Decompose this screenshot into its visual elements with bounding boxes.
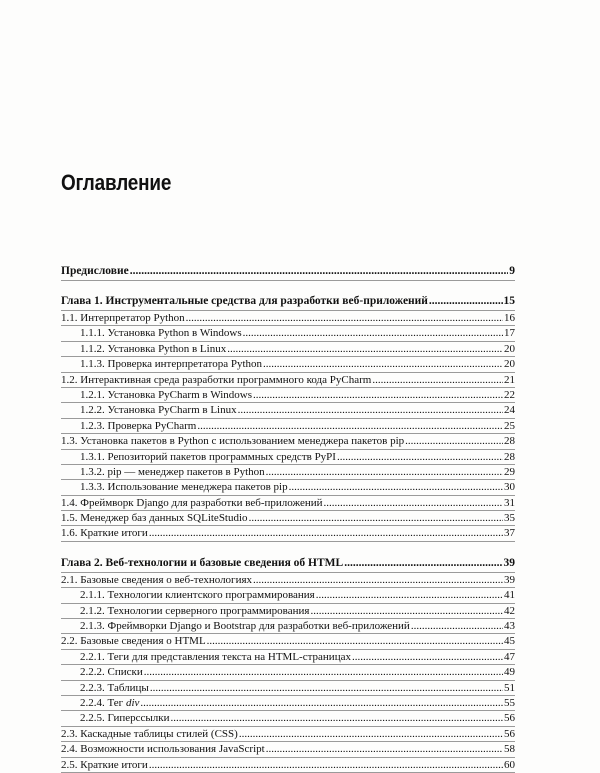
toc-page: 28 bbox=[504, 450, 515, 463]
toc-page: 43 bbox=[504, 620, 515, 633]
toc-entry[interactable] bbox=[61, 403, 515, 418]
toc-leader bbox=[197, 419, 503, 434]
toc-leader bbox=[227, 342, 503, 357]
toc-title: 1.2.3. Проверка PyCharm bbox=[80, 419, 197, 432]
toc-title: 1.1.1. Установка Python в Windows bbox=[80, 327, 242, 340]
toc-entry[interactable] bbox=[61, 311, 515, 326]
toc-page: 24 bbox=[504, 404, 515, 417]
toc-title: 2.2.3. Таблицы bbox=[80, 681, 149, 694]
toc-page: 58 bbox=[504, 743, 515, 756]
toc-title: 1.3. Установка пакетов в Python с использованием менеджера пакетов pip bbox=[61, 435, 405, 448]
toc-title-em: div bbox=[125, 696, 140, 709]
toc-leader bbox=[144, 665, 503, 680]
toc-entry[interactable] bbox=[61, 758, 515, 773]
toc-entry[interactable] bbox=[61, 480, 515, 495]
toc-title: 1.1.2. Установка Python в Linux bbox=[80, 342, 227, 355]
toc-title: 1.2. Интерактивная среда разработки программного кода PyCharm bbox=[61, 373, 372, 386]
toc-leader bbox=[316, 588, 503, 603]
toc-page: 51 bbox=[504, 681, 515, 694]
toc-title-text: 2.2.4. Тег bbox=[80, 696, 124, 709]
toc-page: 42 bbox=[504, 604, 515, 617]
toc-entry[interactable] bbox=[61, 727, 515, 742]
toc-page: 55 bbox=[504, 696, 515, 709]
toc-leader bbox=[289, 480, 503, 495]
toc-leader bbox=[186, 311, 503, 326]
toc-page: 16 bbox=[504, 312, 515, 324]
toc-leader bbox=[249, 511, 503, 526]
toc-entry[interactable] bbox=[61, 650, 515, 665]
toc-title: 2.1. Базовые сведения о веб-технологиях bbox=[61, 573, 253, 586]
toc-page: 56 bbox=[504, 712, 515, 725]
toc-entry[interactable] bbox=[61, 711, 515, 726]
toc-leader bbox=[170, 711, 503, 726]
toc-entry[interactable] bbox=[61, 604, 515, 619]
toc-leader bbox=[239, 727, 503, 742]
toc-page: 22 bbox=[504, 388, 515, 401]
toc-leader bbox=[266, 465, 503, 480]
toc-page: 47 bbox=[504, 650, 515, 663]
toc-page: 56 bbox=[504, 727, 515, 740]
toc-title: 1.3.2. pip — менеджер пакетов в Python bbox=[80, 465, 265, 478]
toc-page: 21 bbox=[504, 373, 515, 386]
table-of-contents bbox=[61, 262, 515, 773]
toc-entry[interactable] bbox=[61, 326, 515, 341]
toc-leader bbox=[429, 292, 503, 311]
toc-title: 1.2.1. Установка PyCharm в Windows bbox=[80, 388, 253, 401]
toc-page: 20 bbox=[504, 358, 515, 371]
toc-leader bbox=[140, 696, 503, 711]
toc-page: 17 bbox=[504, 327, 515, 340]
toc-leader bbox=[130, 262, 509, 281]
toc-entry[interactable] bbox=[61, 526, 515, 541]
toc-page: 28 bbox=[504, 435, 515, 448]
toc-entry[interactable] bbox=[61, 434, 515, 449]
toc-title: 1.2.2. Установка PyCharm в Linux bbox=[80, 404, 237, 417]
toc-title: 1.3.1. Репозиторий пакетов программных средств PyPI bbox=[80, 450, 336, 463]
toc-entry[interactable] bbox=[61, 681, 515, 696]
toc-page: 25 bbox=[504, 419, 515, 432]
toc-entry[interactable] bbox=[61, 450, 515, 465]
toc-title: 2.2.1. Теги для представления текста на HTML-страницах bbox=[80, 650, 351, 663]
toc-page: 35 bbox=[504, 512, 515, 525]
toc-entry[interactable] bbox=[61, 373, 515, 388]
toc-leader bbox=[253, 388, 503, 403]
toc-leader bbox=[150, 681, 503, 696]
toc-entry[interactable] bbox=[61, 342, 515, 357]
toc-leader bbox=[405, 434, 503, 449]
toc-entry[interactable] bbox=[61, 511, 515, 526]
toc-leader bbox=[207, 634, 503, 649]
toc-leader bbox=[310, 604, 503, 619]
toc-chapter-2[interactable] bbox=[61, 554, 515, 573]
toc-page: 29 bbox=[504, 465, 515, 478]
toc-title: 2.2.2. Списки bbox=[80, 666, 143, 679]
toc-page: 60 bbox=[504, 758, 515, 771]
toc-leader bbox=[411, 619, 503, 634]
toc-title: Глава 1. Инструментальные средства для разработки веб-приложений bbox=[61, 295, 428, 307]
toc-entry[interactable] bbox=[61, 496, 515, 511]
toc-leader bbox=[372, 373, 503, 388]
toc-title: 1.3.3. Использование менеджера пакетов pip bbox=[80, 481, 288, 494]
toc-preface[interactable] bbox=[61, 262, 515, 281]
toc-entry[interactable] bbox=[61, 419, 515, 434]
toc-page: 20 bbox=[504, 342, 515, 355]
toc-entry[interactable] bbox=[61, 696, 515, 711]
toc-entry[interactable] bbox=[61, 588, 515, 603]
toc-title: 2.3. Каскадные таблицы стилей (CSS) bbox=[61, 727, 238, 740]
toc-leader bbox=[149, 758, 503, 773]
toc-title: 2.2.5. Гиперссылки bbox=[80, 712, 170, 725]
toc-leader bbox=[253, 573, 503, 588]
toc-title: 2.1.1. Технологии клиентского программирования bbox=[80, 589, 315, 602]
toc-leader bbox=[263, 357, 503, 372]
toc-title: 1.4. Фреймворк Django для разработки веб-приложений bbox=[61, 496, 323, 509]
toc-title: 1.1. Интерпретатор Python bbox=[61, 312, 185, 324]
toc-title: 1.6. Краткие итоги bbox=[61, 527, 148, 540]
toc-page: 9 bbox=[509, 265, 515, 277]
toc-leader bbox=[337, 450, 503, 465]
toc-entry[interactable] bbox=[61, 573, 515, 588]
toc-leader bbox=[243, 326, 503, 341]
toc-page: 39 bbox=[504, 573, 515, 586]
toc-title: 2.2. Базовые сведения о HTML bbox=[61, 635, 206, 648]
toc-title: 1.1.3. Проверка интерпретатора Python bbox=[80, 358, 263, 371]
toc-title: Глава 2. Веб-технологии и базовые сведения об HTML bbox=[61, 556, 344, 569]
toc-title: 2.4. Возможности использования JavaScript bbox=[61, 743, 265, 756]
toc-title: 2.5. Краткие итоги bbox=[61, 758, 148, 771]
toc-entry[interactable] bbox=[61, 357, 515, 372]
toc-title: 2.1.3. Фреймворки Django и Bootstrap для разработки веб-приложений bbox=[80, 620, 410, 633]
toc-page: 30 bbox=[504, 481, 515, 494]
toc-page: 31 bbox=[504, 496, 515, 509]
toc-entry[interactable] bbox=[61, 619, 515, 634]
toc-page: 15 bbox=[503, 295, 515, 307]
toc-page: 39 bbox=[503, 556, 515, 569]
toc-chapter-1[interactable] bbox=[61, 292, 515, 311]
toc-page: 37 bbox=[504, 527, 515, 540]
toc-page: 41 bbox=[504, 589, 515, 602]
toc-title: Предисловие bbox=[61, 265, 129, 277]
page-title: Оглавление bbox=[61, 170, 172, 195]
toc-title: 1.5. Менеджер баз данных SQLiteStudio bbox=[61, 512, 248, 525]
toc-title bbox=[80, 696, 139, 711]
toc-entry[interactable] bbox=[61, 634, 515, 649]
toc-leader bbox=[238, 403, 503, 418]
toc-leader bbox=[352, 650, 503, 665]
toc-entry[interactable] bbox=[61, 465, 515, 480]
toc-page: 49 bbox=[504, 666, 515, 679]
toc-page: 45 bbox=[504, 635, 515, 648]
toc-entry[interactable] bbox=[61, 388, 515, 403]
toc-leader bbox=[324, 496, 503, 511]
toc-leader bbox=[149, 526, 503, 541]
toc-entry[interactable] bbox=[61, 665, 515, 680]
toc-leader bbox=[344, 554, 502, 573]
toc-title: 2.1.2. Технологии серверного программирования bbox=[80, 604, 310, 617]
